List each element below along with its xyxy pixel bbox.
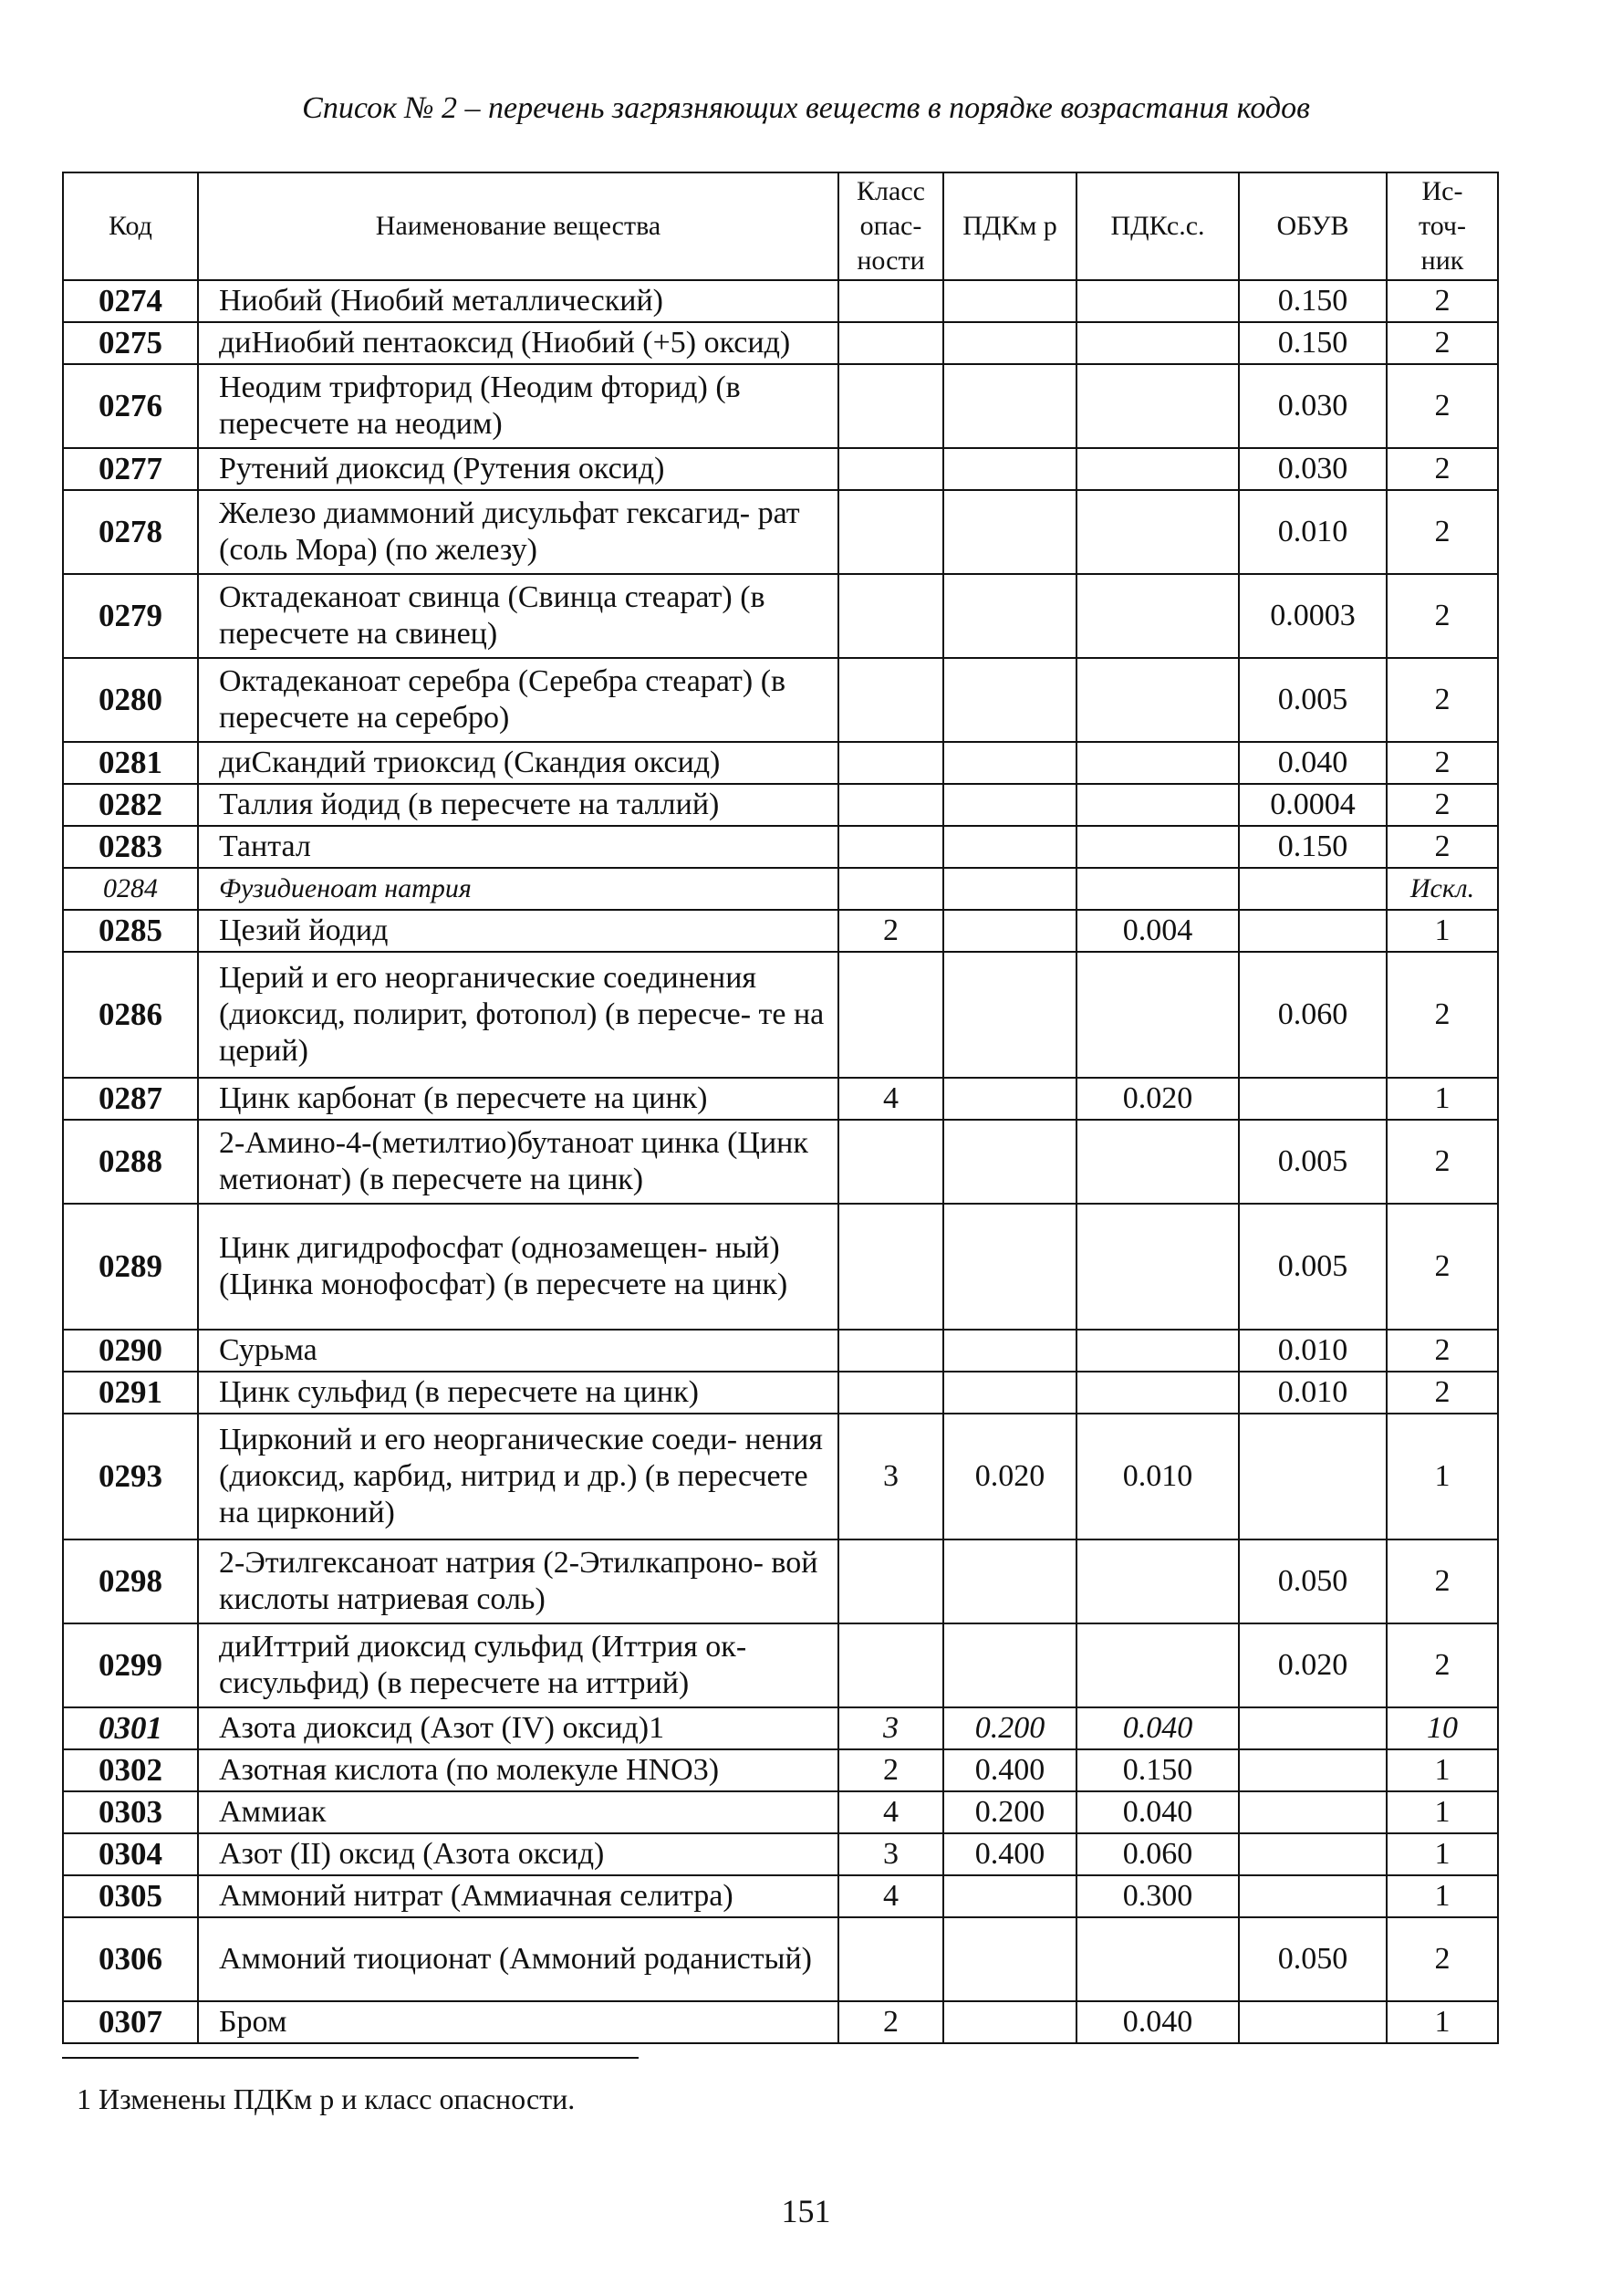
cell-class (838, 1120, 943, 1204)
cell-source: 1 (1387, 1833, 1498, 1875)
cell-class (838, 1330, 943, 1372)
cell-name: Сурьма (198, 1330, 838, 1372)
cell-pdk-ss (1076, 1330, 1239, 1372)
cell-name: Бром (198, 2001, 838, 2043)
cell-pdk-mr (943, 1330, 1076, 1372)
cell-pdk-ss (1076, 280, 1239, 322)
cell-class (838, 784, 943, 826)
cell-pdk-mr (943, 280, 1076, 322)
cell-pdk-ss: 0.004 (1076, 910, 1239, 952)
cell-source: 1 (1387, 910, 1498, 952)
cell-obuv (1239, 1833, 1387, 1875)
cell-name: 2-Амино-4-(метилтио)бутаноат цинка (Цинк метионат) (в пересчете на цинк) (198, 1120, 838, 1204)
cell-name: Октадеканоат свинца (Свинца стеарат) (в пересчете на свинец) (198, 574, 838, 658)
cell-obuv (1239, 1414, 1387, 1539)
table-row (63, 490, 1498, 574)
cell-pdk-mr: 0.020 (943, 1414, 1076, 1539)
page-number: 151 (781, 2193, 831, 2229)
table-row (63, 1539, 1498, 1623)
cell-class (838, 826, 943, 868)
cell-pdk-mr (943, 658, 1076, 742)
cell-obuv (1239, 1791, 1387, 1833)
cell-source: Искл. (1387, 868, 1498, 910)
table-body (63, 280, 1498, 2043)
footnote-divider (62, 2057, 639, 2059)
cell-code: 0288 (63, 1120, 198, 1204)
cell-obuv: 0.150 (1239, 826, 1387, 868)
cell-name: диСкандий триоксид (Скандия оксид) (198, 742, 838, 784)
cell-source: 2 (1387, 1204, 1498, 1330)
cell-pdk-ss: 0.040 (1076, 1791, 1239, 1833)
table-row (63, 1917, 1498, 2001)
header-name: Наименование вещества (198, 172, 838, 280)
table-row (63, 826, 1498, 868)
cell-name: Октадеканоат серебра (Серебра стеарат) (в пересчете на серебро) (198, 658, 838, 742)
cell-name: Азота диоксид (Азот (IV) оксид)1 (198, 1707, 838, 1749)
cell-code: 0291 (63, 1372, 198, 1414)
cell-code: 0304 (63, 1833, 198, 1875)
cell-pdk-ss (1076, 364, 1239, 448)
cell-obuv (1239, 868, 1387, 910)
cell-pdk-mr (943, 1078, 1076, 1120)
cell-code: 0301 (63, 1707, 198, 1749)
cell-pdk-ss (1076, 1623, 1239, 1707)
cell-pdk-ss (1076, 1204, 1239, 1330)
cell-source: 2 (1387, 1372, 1498, 1414)
header-class: Класс опас- ности (838, 172, 943, 280)
cell-name: Цинк дигидрофосфат (однозамещен- ный) (Цинка монофосфат) (в пересчете на цинк) (198, 1204, 838, 1330)
table-row (63, 2001, 1498, 2043)
cell-source: 2 (1387, 574, 1498, 658)
cell-source: 1 (1387, 1749, 1498, 1791)
cell-source: 2 (1387, 784, 1498, 826)
cell-name: Азотная кислота (по молекуле HNO3) (198, 1749, 838, 1791)
cell-code: 0283 (63, 826, 198, 868)
table-row (63, 322, 1498, 364)
cell-pdk-ss (1076, 1120, 1239, 1204)
cell-source: 2 (1387, 1120, 1498, 1204)
cell-obuv: 0.005 (1239, 658, 1387, 742)
cell-class (838, 658, 943, 742)
cell-code: 0290 (63, 1330, 198, 1372)
cell-name: Ниобий (Ниобий металлический) (198, 280, 838, 322)
cell-source: 2 (1387, 364, 1498, 448)
cell-obuv: 0.010 (1239, 1330, 1387, 1372)
cell-obuv (1239, 1749, 1387, 1791)
cell-class (838, 952, 943, 1078)
cell-pdk-ss: 0.060 (1076, 1833, 1239, 1875)
cell-pdk-mr (943, 1372, 1076, 1414)
table-row (63, 742, 1498, 784)
cell-pdk-ss: 0.150 (1076, 1749, 1239, 1791)
cell-pdk-mr (943, 910, 1076, 952)
cell-pdk-mr (943, 1120, 1076, 1204)
cell-pdk-ss (1076, 658, 1239, 742)
cell-code: 0274 (63, 280, 198, 322)
cell-code: 0277 (63, 448, 198, 490)
table-row (63, 868, 1498, 910)
cell-source: 10 (1387, 1707, 1498, 1749)
cell-pdk-mr (943, 1917, 1076, 2001)
table-row (63, 1623, 1498, 1707)
cell-pdk-ss (1076, 448, 1239, 490)
cell-class (838, 1539, 943, 1623)
cell-source: 1 (1387, 2001, 1498, 2043)
cell-name: Фузидиеноат натрия (198, 868, 838, 910)
cell-pdk-mr: 0.200 (943, 1707, 1076, 1749)
cell-name: Цинк карбонат (в пересчете на цинк) (198, 1078, 838, 1120)
table-row (63, 952, 1498, 1078)
cell-class (838, 490, 943, 574)
table-row (63, 364, 1498, 448)
cell-code: 0302 (63, 1749, 198, 1791)
cell-class: 3 (838, 1707, 943, 1749)
cell-class: 3 (838, 1414, 943, 1539)
table-row (63, 658, 1498, 742)
cell-code: 0298 (63, 1539, 198, 1623)
page-title: Список № 2 – перечень загрязняющих веществ в порядке возрастания кодов (302, 91, 1310, 125)
cell-pdk-mr (943, 574, 1076, 658)
footnote: 1 Изменены ПДКм р и класс опасности. (77, 2082, 576, 2115)
cell-class (838, 280, 943, 322)
cell-obuv: 0.005 (1239, 1204, 1387, 1330)
cell-name: Аммоний тиоционат (Аммоний роданистый) (198, 1917, 838, 2001)
table-row (63, 574, 1498, 658)
table-row (63, 1204, 1498, 1330)
cell-name: Тантал (198, 826, 838, 868)
cell-pdk-ss (1076, 784, 1239, 826)
cell-pdk-ss (1076, 490, 1239, 574)
cell-name: Рутений диоксид (Рутения оксид) (198, 448, 838, 490)
cell-pdk-mr (943, 1875, 1076, 1917)
cell-obuv: 0.005 (1239, 1120, 1387, 1204)
cell-obuv: 0.060 (1239, 952, 1387, 1078)
cell-pdk-ss (1076, 1539, 1239, 1623)
header-code: Код (63, 172, 198, 280)
cell-code: 0299 (63, 1623, 198, 1707)
cell-source: 2 (1387, 952, 1498, 1078)
cell-name: Неодим трифторид (Неодим фторид) (в пересчете на неодим) (198, 364, 838, 448)
cell-pdk-ss (1076, 868, 1239, 910)
cell-obuv (1239, 1707, 1387, 1749)
table-row (63, 1078, 1498, 1120)
cell-class: 2 (838, 2001, 943, 2043)
table-row (63, 280, 1498, 322)
cell-class: 4 (838, 1078, 943, 1120)
cell-pdk-mr (943, 364, 1076, 448)
cell-pdk-mr (943, 322, 1076, 364)
table-row (63, 1120, 1498, 1204)
cell-name: Цезий йодид (198, 910, 838, 952)
table-row (63, 1749, 1498, 1791)
cell-code: 0307 (63, 2001, 198, 2043)
cell-pdk-mr (943, 1623, 1076, 1707)
cell-source: 1 (1387, 1078, 1498, 1120)
cell-pdk-mr (943, 742, 1076, 784)
cell-name: Цирконий и его неорганические соеди- нения (диоксид, карбид, нитрид и др.) (в пересчете на цирконий) (198, 1414, 838, 1539)
cell-pdk-mr: 0.400 (943, 1749, 1076, 1791)
cell-code: 0285 (63, 910, 198, 952)
cell-pdk-mr (943, 2001, 1076, 2043)
cell-class (838, 322, 943, 364)
cell-code: 0278 (63, 490, 198, 574)
cell-obuv (1239, 910, 1387, 952)
cell-obuv: 0.010 (1239, 490, 1387, 574)
cell-pdk-mr (943, 784, 1076, 826)
cell-code: 0287 (63, 1078, 198, 1120)
cell-class (838, 742, 943, 784)
cell-code: 0289 (63, 1204, 198, 1330)
cell-code: 0293 (63, 1414, 198, 1539)
cell-pdk-ss: 0.010 (1076, 1414, 1239, 1539)
cell-pdk-ss (1076, 1372, 1239, 1414)
cell-source: 2 (1387, 742, 1498, 784)
table-row (63, 1875, 1498, 1917)
header-obuv: ОБУВ (1239, 172, 1387, 280)
header-pdk-mr: ПДКм р (943, 172, 1076, 280)
header-pdk-ss: ПДКс.с. (1076, 172, 1239, 280)
cell-pdk-mr (943, 826, 1076, 868)
cell-source: 2 (1387, 322, 1498, 364)
cell-pdk-ss (1076, 952, 1239, 1078)
cell-class (838, 364, 943, 448)
cell-source: 1 (1387, 1875, 1498, 1917)
cell-class (838, 1917, 943, 2001)
cell-obuv: 0.150 (1239, 322, 1387, 364)
cell-code: 0306 (63, 1917, 198, 2001)
cell-name: Аммиак (198, 1791, 838, 1833)
cell-obuv: 0.010 (1239, 1372, 1387, 1414)
cell-obuv: 0.050 (1239, 1539, 1387, 1623)
cell-class: 2 (838, 1749, 943, 1791)
cell-pdk-mr: 0.200 (943, 1791, 1076, 1833)
cell-code: 0282 (63, 784, 198, 826)
cell-pdk-ss (1076, 574, 1239, 658)
cell-code: 0305 (63, 1875, 198, 1917)
cell-source: 2 (1387, 1917, 1498, 2001)
cell-pdk-mr (943, 1204, 1076, 1330)
cell-pdk-ss: 0.040 (1076, 2001, 1239, 2043)
cell-source: 2 (1387, 1539, 1498, 1623)
cell-pdk-ss: 0.300 (1076, 1875, 1239, 1917)
cell-source: 2 (1387, 826, 1498, 868)
cell-name: Железо диаммоний дисульфат гексагид- рат (соль Мора) (по железу) (198, 490, 838, 574)
cell-pdk-mr: 0.400 (943, 1833, 1076, 1875)
cell-obuv: 0.150 (1239, 280, 1387, 322)
cell-pdk-ss: 0.040 (1076, 1707, 1239, 1749)
header-source: Ис- точ- ник (1387, 172, 1498, 280)
cell-name: Азот (II) оксид (Азота оксид) (198, 1833, 838, 1875)
cell-pdk-ss: 0.020 (1076, 1078, 1239, 1120)
cell-source: 1 (1387, 1791, 1498, 1833)
cell-obuv: 0.040 (1239, 742, 1387, 784)
cell-code: 0280 (63, 658, 198, 742)
cell-code: 0284 (63, 868, 198, 910)
cell-source: 2 (1387, 1623, 1498, 1707)
cell-source: 2 (1387, 280, 1498, 322)
table-row (63, 910, 1498, 952)
cell-name: диИттрий диоксид сульфид (Иттрия ок- сисульфид) (в пересчете на иттрий) (198, 1623, 838, 1707)
cell-name: диНиобий пентаоксид (Ниобий (+5) оксид) (198, 322, 838, 364)
substances-table (62, 172, 1499, 2044)
cell-obuv (1239, 1078, 1387, 1120)
table-row (63, 1414, 1498, 1539)
table-row (63, 448, 1498, 490)
cell-class: 3 (838, 1833, 943, 1875)
cell-source: 2 (1387, 658, 1498, 742)
cell-pdk-ss (1076, 1917, 1239, 2001)
cell-source: 2 (1387, 490, 1498, 574)
cell-class: 4 (838, 1875, 943, 1917)
cell-class (838, 574, 943, 658)
cell-pdk-mr (943, 448, 1076, 490)
cell-obuv: 0.050 (1239, 1917, 1387, 2001)
cell-code: 0276 (63, 364, 198, 448)
cell-pdk-ss (1076, 322, 1239, 364)
cell-code: 0303 (63, 1791, 198, 1833)
cell-source: 2 (1387, 1330, 1498, 1372)
cell-obuv (1239, 2001, 1387, 2043)
cell-name: Таллия йодид (в пересчете на таллий) (198, 784, 838, 826)
table-row (63, 1833, 1498, 1875)
cell-obuv: 0.0003 (1239, 574, 1387, 658)
table-row (63, 784, 1498, 826)
cell-class: 4 (838, 1791, 943, 1833)
cell-name: Церий и его неорганические соединения (диоксид, полирит, фотопол) (в пересче- те на церий) (198, 952, 838, 1078)
cell-class: 2 (838, 910, 943, 952)
table-row (63, 1372, 1498, 1414)
cell-obuv: 0.030 (1239, 364, 1387, 448)
cell-name: Аммоний нитрат (Аммиачная селитра) (198, 1875, 838, 1917)
cell-obuv: 0.030 (1239, 448, 1387, 490)
cell-code: 0286 (63, 952, 198, 1078)
table-row (63, 1707, 1498, 1749)
cell-class (838, 1623, 943, 1707)
table-row (63, 1330, 1498, 1372)
cell-obuv: 0.020 (1239, 1623, 1387, 1707)
cell-pdk-mr (943, 490, 1076, 574)
cell-pdk-mr (943, 952, 1076, 1078)
cell-class (838, 448, 943, 490)
table-row (63, 1791, 1498, 1833)
cell-class (838, 1372, 943, 1414)
cell-obuv: 0.0004 (1239, 784, 1387, 826)
cell-obuv (1239, 1875, 1387, 1917)
cell-class (838, 868, 943, 910)
cell-code: 0275 (63, 322, 198, 364)
cell-code: 0279 (63, 574, 198, 658)
cell-name: 2-Этилгексаноат натрия (2-Этилкапроно- вой кислоты натриевая соль) (198, 1539, 838, 1623)
cell-pdk-mr (943, 1539, 1076, 1623)
cell-pdk-ss (1076, 742, 1239, 784)
cell-pdk-mr (943, 868, 1076, 910)
cell-pdk-ss (1076, 826, 1239, 868)
cell-name: Цинк сульфид (в пересчете на цинк) (198, 1372, 838, 1414)
cell-source: 2 (1387, 448, 1498, 490)
cell-class (838, 1204, 943, 1330)
cell-code: 0281 (63, 742, 198, 784)
cell-source: 1 (1387, 1414, 1498, 1539)
